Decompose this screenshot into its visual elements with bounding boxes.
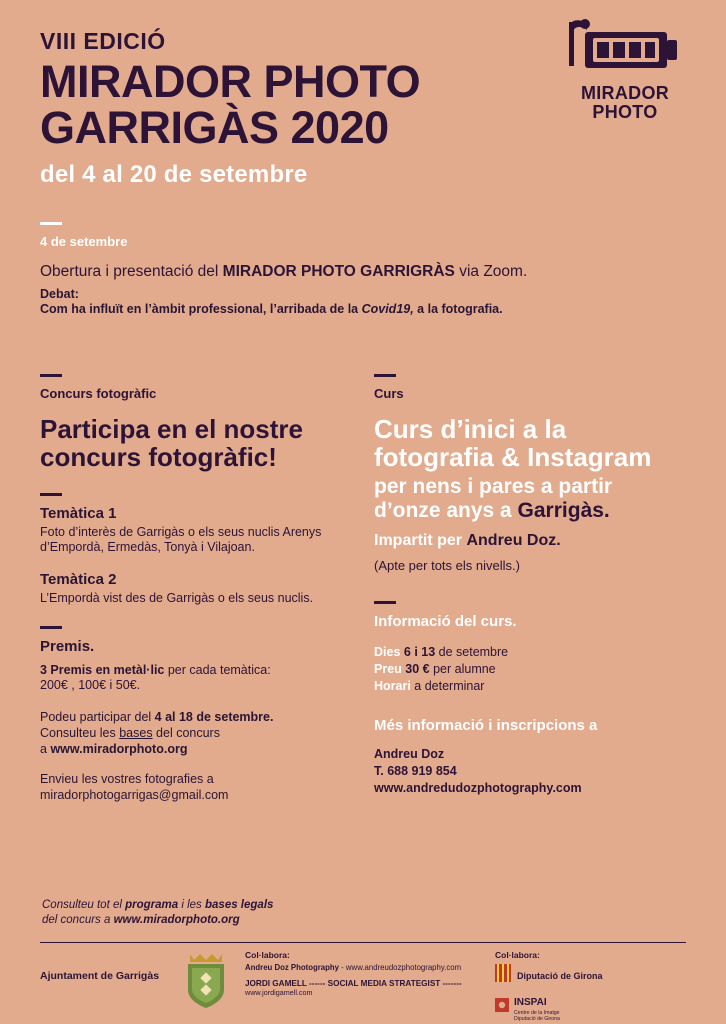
theme-1-body (40, 525, 350, 555)
submission-email[interactable]: miradorphotogarrigas@gmail.com (40, 788, 229, 802)
course-label: Curs (374, 386, 404, 401)
course-heading-line-1: Curs d’inici a la (374, 414, 567, 444)
course-schedule (374, 678, 694, 695)
ajuntament-label: Ajuntament de Garrigàs (40, 970, 160, 982)
course-heading (374, 415, 694, 471)
title-line-2: GARRIGÀS 2020 (40, 102, 389, 153)
logo-text-line-1: MIRADOR (580, 83, 670, 103)
consult-line (40, 725, 350, 741)
prizes-line-1-strong: 3 Premis en metàl·lic (40, 663, 165, 677)
prizes-body (40, 663, 350, 693)
theme-1-block (40, 505, 350, 555)
collab-1-title: Col·labora: (245, 950, 290, 960)
coat-of-arms-icon (180, 950, 232, 1017)
program-note (42, 898, 462, 928)
collaborator-group-1 (245, 950, 495, 997)
collaborator-group-2 (495, 950, 695, 1022)
consult-pre: Consulteu les (40, 726, 120, 740)
mirador-photo-logo (560, 18, 690, 122)
course-price (374, 661, 694, 678)
debate-label: Debat: (40, 287, 79, 301)
prizes-title: Premis. (40, 638, 95, 655)
inspai-sub-line-1: Centre de la Imatge (514, 1010, 560, 1016)
debate-text-pre: Com ha influït en l’àmbit professional, l’arribada de la (40, 302, 362, 316)
prizes-line-2: 200€ , 100€ i 50€. (40, 678, 141, 692)
bases-link[interactable]: bases (119, 726, 153, 740)
contact-phone-value: 688 919 854 (387, 764, 457, 778)
course-price-rest: per alumne (429, 662, 496, 676)
theme-2-body: L’Empordà vist des de Garrigàs o els seus nuclis. (40, 591, 314, 605)
program-note-line-2-pre: del concurs a (42, 914, 114, 926)
contact-phone-label: T. (374, 764, 388, 778)
contact-phone (374, 763, 694, 780)
course-price-label: Preu (374, 662, 402, 676)
course-days-rest: de setembre (435, 645, 509, 659)
debate-text-post: a la fotografia. (413, 302, 503, 316)
inspai-logo (495, 992, 560, 1022)
course-location: Garrigàs. (517, 499, 610, 522)
theme-1-body-line-1: Foto d’interès de Garrigàs o els seus nuclis Arenys (40, 525, 322, 539)
participate-pre: Podeu participar del (40, 710, 155, 724)
collab-1-line-1 (245, 962, 495, 973)
consult-line-2 (40, 741, 350, 757)
course-teacher-pre: Impartit per (374, 532, 467, 549)
program-note-line-1 (42, 898, 462, 913)
opening-section (40, 222, 600, 316)
program-note-mid: i les (178, 899, 205, 911)
contest-heading-line-1: Participa en el nostre (40, 414, 303, 444)
event-dates: del 4 al 20 de setembre (40, 161, 308, 188)
participation-note (40, 709, 350, 757)
logo-text-line-2: PHOTO (592, 102, 658, 122)
course-subheading-line-2 (374, 499, 694, 523)
course-schedule-value: a determinar (410, 679, 485, 693)
course-teacher-name: Andreu Doz. (466, 532, 561, 549)
contest-heading-line-2: concurs fotogràfic! (40, 442, 277, 472)
collab-2-title: Col·labora: (495, 950, 540, 960)
collab-1-line-2: JORDI GAMELL ------ SOCIAL MEDIA STRATEGIST ------- (245, 979, 462, 988)
footer (40, 950, 690, 1022)
opening-line (40, 263, 600, 281)
course-info-title: Informació del curs. (374, 613, 517, 630)
page-title (40, 56, 560, 153)
prizes-block (40, 638, 350, 693)
opening-line-post: via Zoom. (454, 263, 528, 280)
course-teacher-line (374, 532, 694, 550)
course-schedule-label: Horari (374, 679, 411, 693)
program-note-bold-1: programa (125, 899, 179, 911)
submission-note (40, 771, 350, 803)
course-heading-line-2: fotografia & Instagram (374, 442, 652, 472)
section-dash (40, 493, 62, 496)
program-note-web[interactable]: www.miradorphoto.org (113, 914, 240, 926)
opening-date: 4 de setembre (40, 234, 128, 249)
opening-line-pre: Obertura i presentació del (40, 263, 223, 280)
course-days (374, 644, 694, 661)
course-column (374, 374, 694, 797)
logo-text (560, 84, 690, 122)
section-dash (374, 601, 396, 604)
section-dash (374, 374, 396, 377)
program-note-pre: Consulteu tot el (42, 899, 126, 911)
course-days-value: 6 i 13 (403, 645, 436, 659)
more-info-title: Més informació i inscripcions a (374, 717, 598, 734)
diputacio-label: Diputació de Girona (517, 970, 603, 981)
theme-2-title: Temàtica 2 (40, 571, 117, 588)
contest-label: Concurs fotogràfic (40, 386, 157, 401)
section-dash (40, 626, 62, 629)
course-price-value: 30 € (405, 662, 430, 676)
collab-1-name: Andreu Doz Photography (245, 963, 339, 972)
contact-name: Andreu Doz (374, 747, 445, 761)
submission-line-1: Envieu les vostres fotografies a (40, 772, 214, 786)
participate-strong: 4 al 18 de setembre. (154, 710, 274, 724)
contact-website[interactable]: www.andredudozphotography.com (374, 781, 582, 795)
camera-icon (560, 18, 690, 80)
course-subheading-line-2-pre: d’onze anys a (374, 499, 518, 522)
course-subheading (374, 475, 694, 523)
section-dash (40, 222, 62, 225)
theme-1-body-line-2: d’Empordà, Ermedàs, Tonyà i Vilajoan. (40, 540, 255, 554)
diputacio-shield-icon (495, 964, 511, 987)
contact-block (374, 746, 694, 797)
debate-text (40, 302, 600, 316)
footer-divider (40, 942, 686, 943)
course-subheading-line-1: per nens i pares a partir (374, 475, 613, 498)
participate-line (40, 709, 350, 725)
consult-line-2-pre: a (40, 742, 51, 756)
course-level-note: (Apte per tots els nivells.) (374, 558, 520, 573)
consult-post: del concurs (152, 726, 220, 740)
theme-2-block (40, 571, 350, 606)
debate-text-italic: Covid19, (361, 302, 414, 316)
poster-header (40, 28, 560, 189)
collab-1-url: - www.andreudozphotography.com (339, 963, 462, 972)
theme-1-title: Temàtica 1 (40, 505, 117, 522)
opening-line-strong: MIRADOR PHOTO GARRIGRÀS (222, 263, 455, 280)
section-dash (40, 374, 62, 377)
program-note-line-2 (42, 913, 462, 928)
inspai-mark-icon (495, 998, 509, 1017)
mirador-web-link[interactable]: www.miradorphoto.org (50, 742, 188, 756)
collab-1-line-3: www.jordigamell.com (245, 988, 313, 997)
edition-label: VIII EDICIÓ (40, 28, 166, 54)
inspai-sub-line-2: Diputació de Girona (514, 1016, 560, 1022)
prizes-line-1-rest: per cada temàtica: (164, 663, 271, 677)
prizes-line-1 (40, 663, 350, 678)
contest-column (40, 374, 350, 803)
diputacio-logo (495, 964, 603, 987)
course-days-label: Dies (374, 645, 401, 659)
inspai-label: INSPAI (514, 997, 547, 1008)
contest-heading (40, 415, 350, 471)
title-line-1: MIRADOR PHOTO (40, 56, 421, 107)
program-note-bold-2: bases legals (205, 899, 274, 911)
